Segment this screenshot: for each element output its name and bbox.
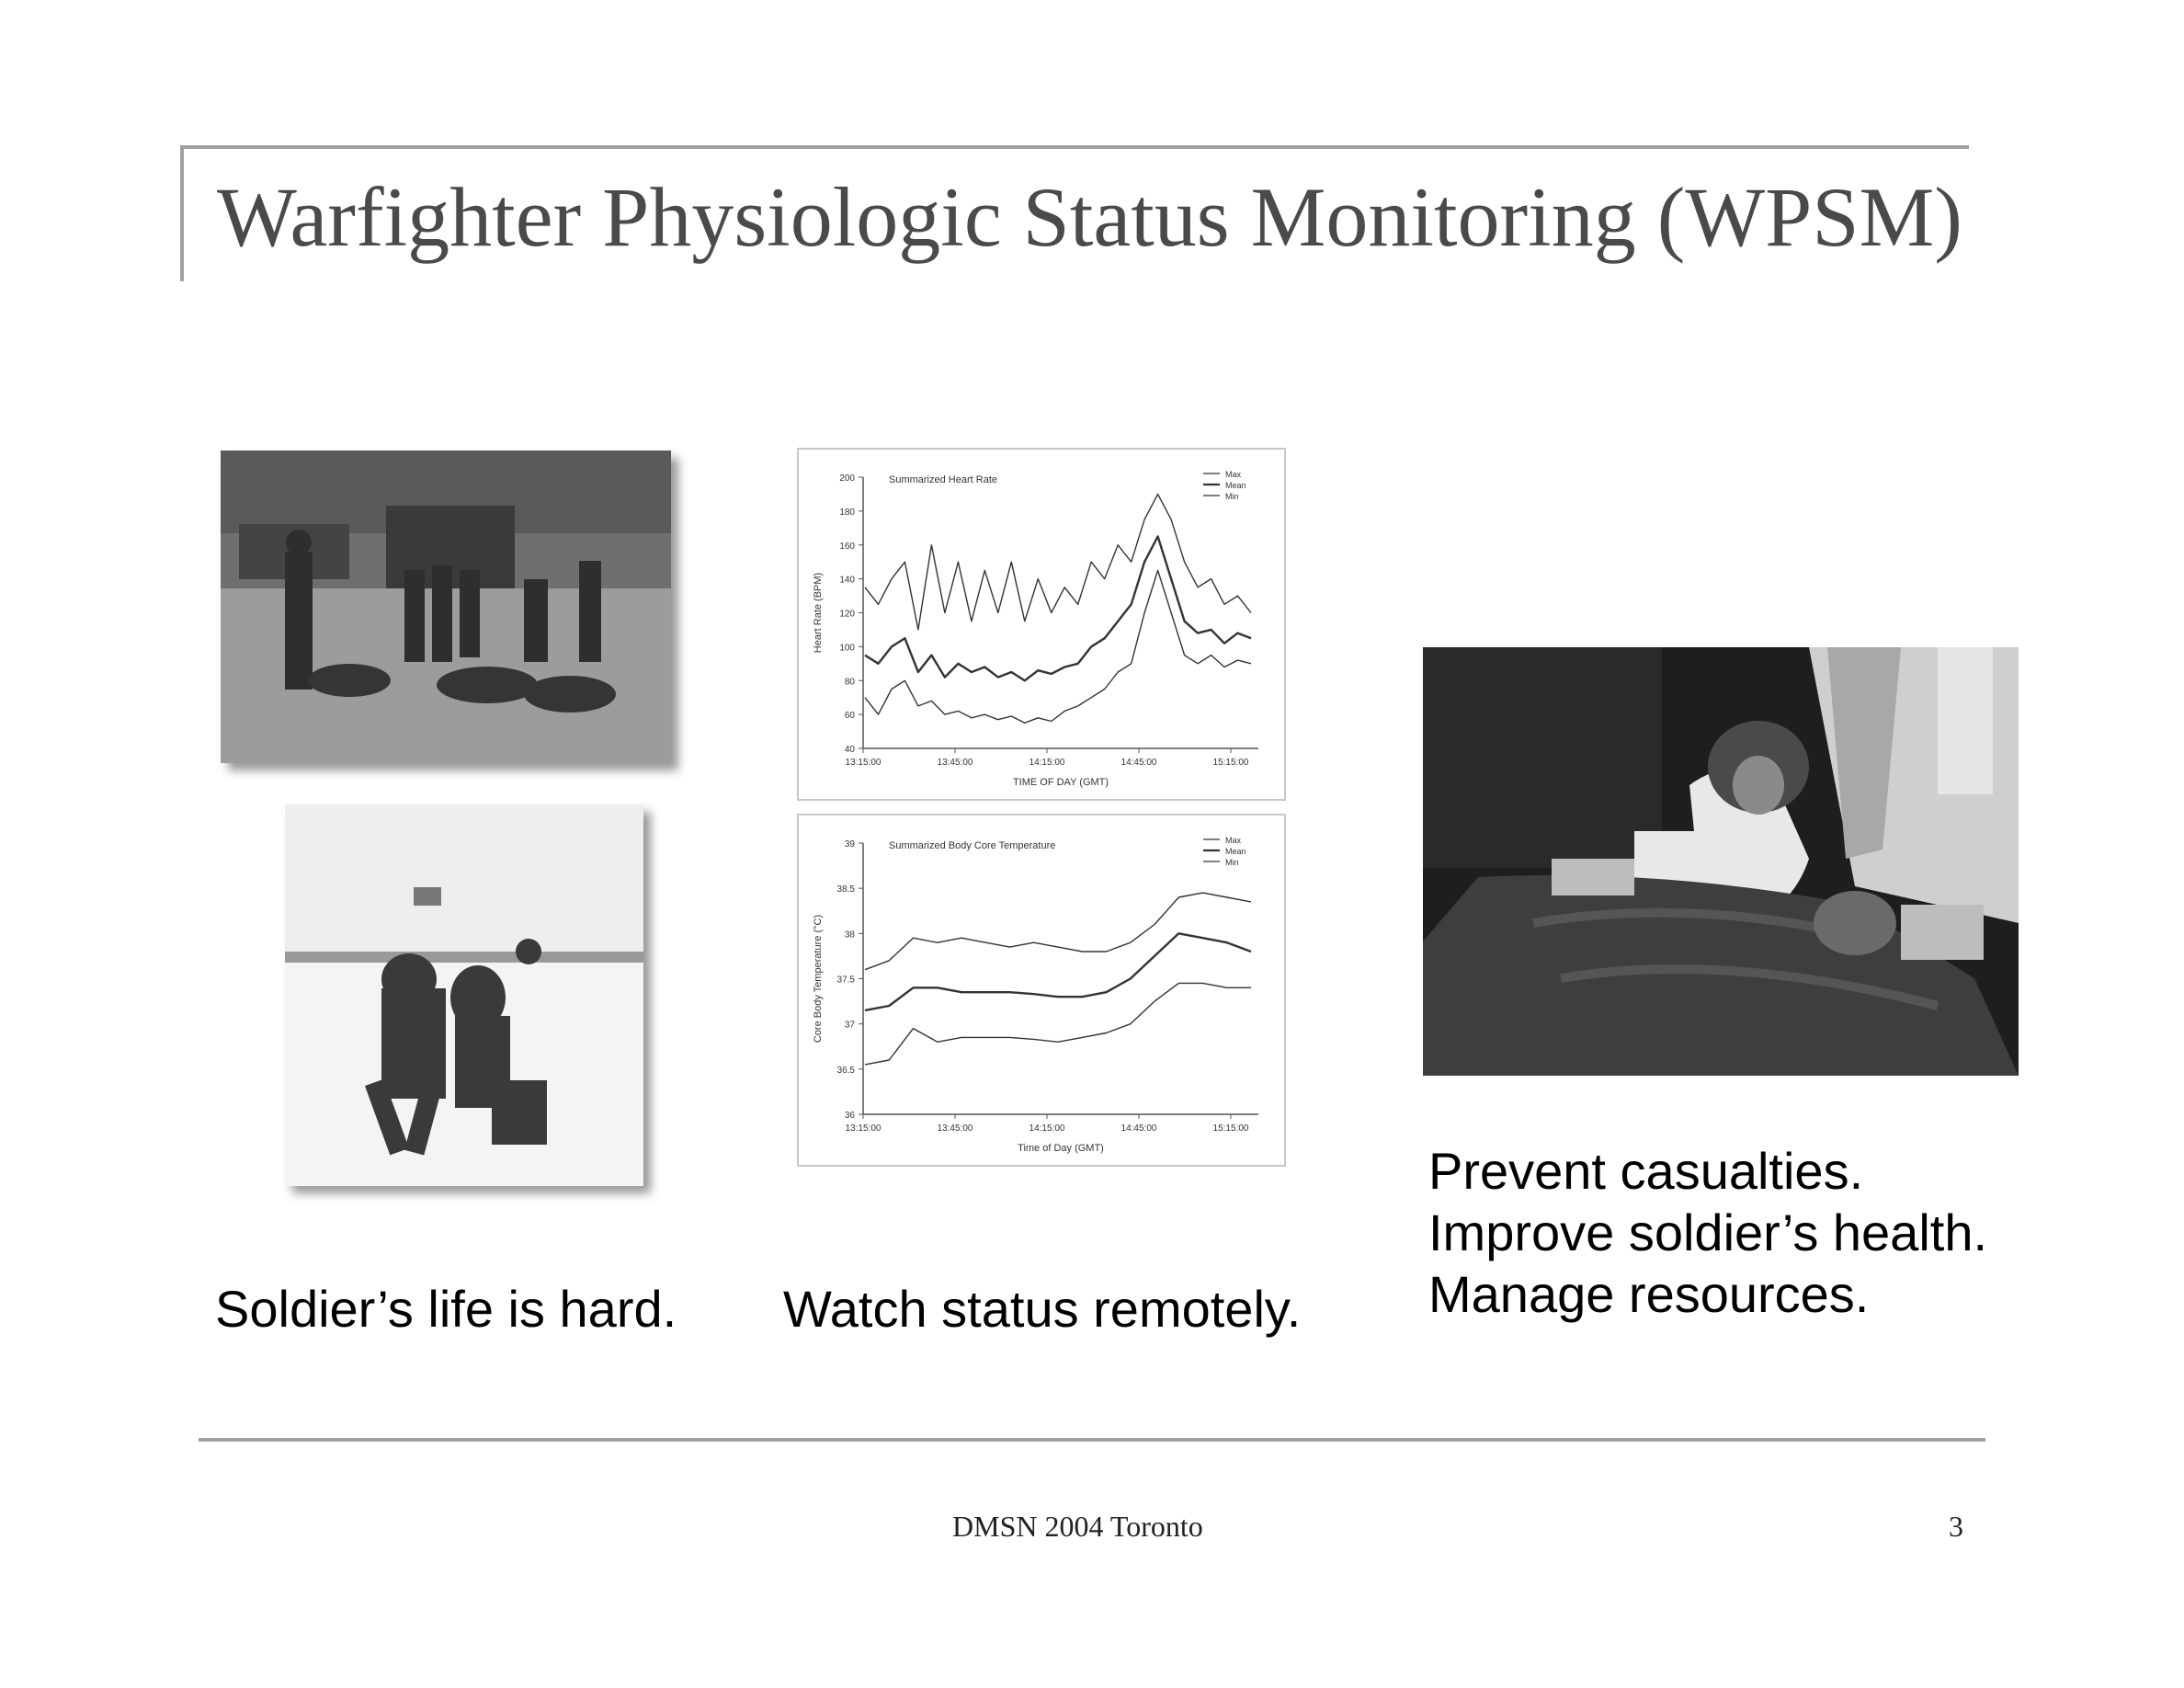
legend-label: Max — [1225, 470, 1242, 479]
x-tick-label: 13:45:00 — [937, 758, 973, 768]
x-axis-label: TIME OF DAY (GMT) — [1012, 777, 1109, 788]
soldiers-field-photo — [221, 451, 671, 763]
y-tick-label: 38.5 — [836, 884, 855, 895]
core-temp-chart — [797, 814, 1286, 1167]
y-tick-label: 180 — [839, 507, 855, 518]
y-tick-label: 120 — [839, 609, 855, 620]
y-axis-label: Core Body Temperature (°C) — [813, 914, 824, 1044]
legend-label: Mean — [1225, 481, 1246, 490]
x-tick-label: 15:15:00 — [1212, 758, 1249, 768]
x-tick-label: 14:15:00 — [1029, 1123, 1065, 1134]
y-tick-label: 36.5 — [836, 1065, 855, 1076]
caption-right — [1428, 1140, 1987, 1326]
y-tick-label: 100 — [839, 643, 855, 654]
y-tick-label: 80 — [844, 677, 855, 688]
series-line-max — [865, 494, 1251, 630]
page-number: 3 — [1949, 1510, 1963, 1543]
chart-title: Summarized Heart Rate — [889, 474, 997, 485]
y-tick-label: 160 — [839, 541, 855, 552]
y-tick-label: 200 — [839, 473, 855, 484]
y-axis-label: Heart Rate (BPM) — [813, 572, 824, 654]
legend-label: Mean — [1225, 847, 1246, 856]
caption-right-line-3: Manage resources. — [1428, 1265, 1870, 1324]
x-tick-label: 13:15:00 — [845, 1123, 882, 1134]
series-line-mean — [865, 933, 1251, 1010]
y-tick-label: 37.5 — [836, 975, 855, 986]
legend-label: Max — [1225, 836, 1242, 845]
y-tick-label: 140 — [839, 575, 855, 586]
x-tick-label: 13:15:00 — [845, 758, 882, 768]
soldiers-snow-photo — [285, 804, 643, 1186]
footer-rule — [199, 1438, 1985, 1442]
series-line-min — [865, 983, 1251, 1065]
title-top-rule — [180, 145, 1969, 149]
x-tick-label: 14:45:00 — [1120, 1123, 1157, 1134]
caption-middle: Watch status remotely. — [783, 1280, 1302, 1338]
x-tick-label: 15:15:00 — [1212, 1123, 1249, 1134]
y-tick-label: 36 — [844, 1111, 855, 1121]
heart-rate-chart — [797, 448, 1286, 801]
slide-title: Warfighter Physiologic Status Monitoring (WPSM) — [217, 170, 1962, 264]
caption-left: Soldier’s life is hard. — [215, 1280, 677, 1338]
x-tick-label: 14:15:00 — [1029, 758, 1065, 768]
x-tick-label: 14:45:00 — [1120, 758, 1157, 768]
legend-label: Min — [1225, 492, 1239, 501]
x-axis-label: Time of Day (GMT) — [1018, 1143, 1104, 1154]
legend-label: Min — [1225, 858, 1239, 867]
caption-right-line-2: Improve soldier’s health. — [1428, 1203, 1988, 1262]
series-line-max — [865, 893, 1251, 970]
y-tick-label: 60 — [844, 711, 855, 722]
core-temp-chart-svg — [799, 815, 1284, 1165]
y-tick-label: 39 — [844, 839, 855, 850]
footer-text: DMSN 2004 Toronto — [952, 1510, 1203, 1543]
caption-right-line-1: Prevent casualties. — [1428, 1142, 1864, 1200]
title-left-rule — [180, 145, 184, 281]
x-tick-label: 13:45:00 — [937, 1123, 973, 1134]
series-line-min — [865, 570, 1251, 723]
chart-title: Summarized Body Core Temperature — [889, 840, 1056, 851]
y-tick-label: 40 — [844, 745, 855, 755]
y-tick-label: 38 — [844, 930, 855, 941]
heart-rate-chart-svg — [799, 450, 1284, 799]
series-line-mean — [865, 537, 1251, 681]
medic-sleeping-bag-photo — [1423, 647, 2019, 1076]
y-tick-label: 37 — [844, 1020, 855, 1031]
